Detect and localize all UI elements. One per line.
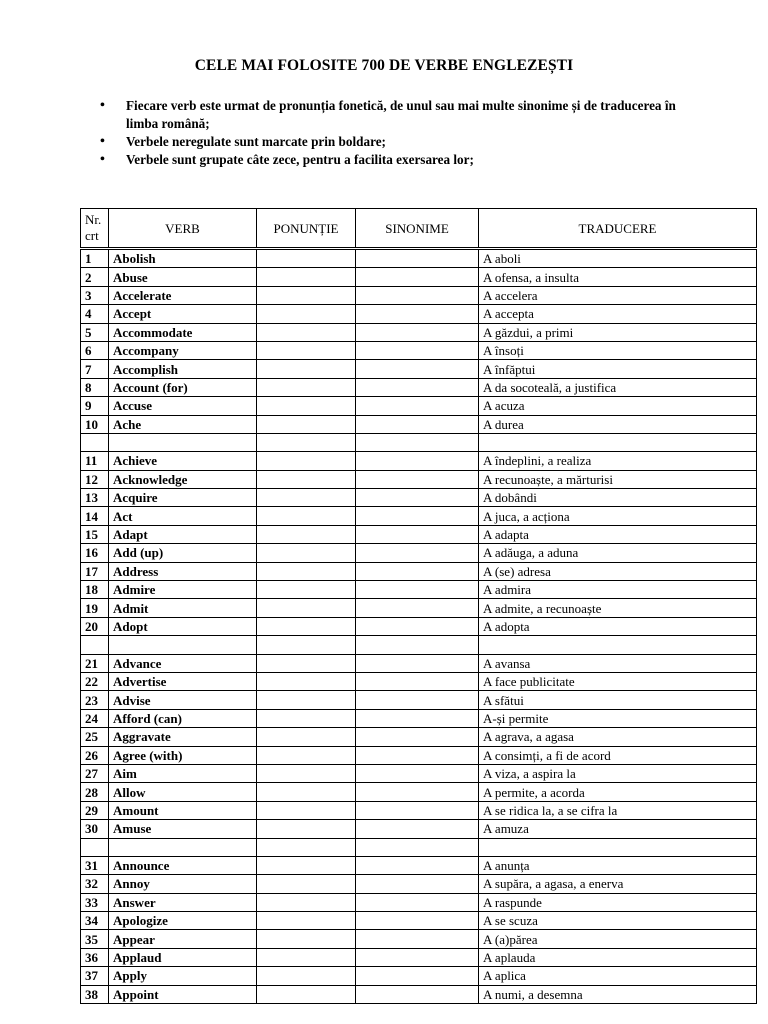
table-row [81,268,757,286]
cell-verb [109,838,257,856]
separator-row [81,636,757,654]
cell-verb: Admire [109,581,257,599]
cell-pronuntie [257,525,356,543]
cell-verb: Applaud [109,948,257,966]
cell-sinonime [356,985,479,1003]
cell-pronuntie [257,452,356,470]
table-row [81,341,757,359]
table-row [81,562,757,580]
table-row [81,728,757,746]
cell-verb: Agree (with) [109,746,257,764]
cell-nr: 36 [81,948,109,966]
cell-pronuntie [257,948,356,966]
cell-verb: Accept [109,305,257,323]
table-row [81,305,757,323]
cell-verb: Annoy [109,875,257,893]
cell-sinonime [356,967,479,985]
cell-pronuntie [257,249,356,268]
cell-traducere: A viza, a aspira la [479,764,757,782]
cell-pronuntie [257,489,356,507]
cell-traducere: A aboli [479,249,757,268]
cell-verb: Accelerate [109,286,257,304]
cell-nr: 31 [81,856,109,874]
cell-nr: 7 [81,360,109,378]
table-row [81,746,757,764]
cell-nr [81,838,109,856]
cell-nr: 38 [81,985,109,1003]
cell-traducere: A durea [479,415,757,433]
cell-pronuntie [257,912,356,930]
header-verb: VERB [109,209,257,249]
cell-verb: Appear [109,930,257,948]
cell-sinonime [356,709,479,727]
header-pronuntie: PONUNȚIE [257,209,356,249]
cell-traducere: A adopta [479,617,757,635]
cell-sinonime [356,875,479,893]
cell-traducere [479,838,757,856]
cell-traducere: A găzdui, a primi [479,323,757,341]
cell-traducere: A admite, a recunoaște [479,599,757,617]
cell-sinonime [356,581,479,599]
header-nr [81,209,109,249]
cell-nr: 27 [81,764,109,782]
cell-pronuntie [257,341,356,359]
cell-traducere: A da socoteală, a justifica [479,378,757,396]
table-row [81,249,757,268]
cell-traducere: A acuza [479,397,757,415]
cell-nr: 17 [81,562,109,580]
cell-verb: Announce [109,856,257,874]
cell-traducere: A consimți, a fi de acord [479,746,757,764]
cell-traducere: A accepta [479,305,757,323]
cell-sinonime [356,378,479,396]
cell-verb: Achieve [109,452,257,470]
cell-nr: 6 [81,341,109,359]
table-row [81,672,757,690]
table-row [81,801,757,819]
table-row [81,378,757,396]
cell-sinonime [356,544,479,562]
cell-sinonime [356,672,479,690]
cell-verb: Accuse [109,397,257,415]
cell-traducere: A însoți [479,341,757,359]
table-row [81,452,757,470]
cell-traducere: A-și permite [479,709,757,727]
cell-sinonime [356,617,479,635]
cell-nr: 12 [81,470,109,488]
table-row [81,544,757,562]
table-row [81,856,757,874]
cell-verb: Afford (can) [109,709,257,727]
cell-traducere: A îndeplini, a realiza [479,452,757,470]
cell-nr: 14 [81,507,109,525]
table-row [81,783,757,801]
cell-pronuntie [257,691,356,709]
cell-traducere: A raspunde [479,893,757,911]
cell-sinonime [356,691,479,709]
cell-nr: 30 [81,820,109,838]
cell-traducere: A adăuga, a aduna [479,544,757,562]
table-row [81,930,757,948]
cell-pronuntie [257,654,356,672]
table-row [81,599,757,617]
page-title: CELE MAI FOLOSITE 700 DE VERBE ENGLEZEȘTI [194,57,574,74]
cell-sinonime [356,948,479,966]
cell-traducere: A ofensa, a insulta [479,268,757,286]
cell-verb: Adopt [109,617,257,635]
cell-nr: 21 [81,654,109,672]
cell-verb: Account (for) [109,378,257,396]
cell-nr: 37 [81,967,109,985]
cell-traducere: A se ridica la, a se cifra la [479,801,757,819]
bullet-item: • Fiecare verb este urmat de pronunția fonetică, de unul sau mai multe sinonime și de traducerea în limba română; [100,97,710,133]
table-row [81,875,757,893]
cell-verb: Acquire [109,489,257,507]
cell-verb: Allow [109,783,257,801]
table-row [81,893,757,911]
cell-verb [109,636,257,654]
cell-verb: Advertise [109,672,257,690]
header-nr-label: Nr. crt [85,212,102,243]
cell-traducere [479,433,757,451]
table-row [81,764,757,782]
cell-verb: Accomplish [109,360,257,378]
cell-pronuntie [257,617,356,635]
cell-verb: Appoint [109,985,257,1003]
cell-nr: 2 [81,268,109,286]
cell-sinonime [356,507,479,525]
table-row [81,489,757,507]
table-row [81,709,757,727]
cell-pronuntie [257,672,356,690]
cell-pronuntie [257,581,356,599]
cell-nr: 22 [81,672,109,690]
cell-pronuntie [257,764,356,782]
cell-verb: Adapt [109,525,257,543]
cell-verb: Add (up) [109,544,257,562]
cell-nr: 19 [81,599,109,617]
cell-verb: Act [109,507,257,525]
table-row [81,912,757,930]
cell-sinonime [356,599,479,617]
cell-traducere: A accelera [479,286,757,304]
cell-nr: 1 [81,249,109,268]
cell-verb: Abolish [109,249,257,268]
cell-nr: 26 [81,746,109,764]
cell-sinonime [356,415,479,433]
cell-traducere: A agrava, a agasa [479,728,757,746]
cell-traducere: A (se) adresa [479,562,757,580]
cell-sinonime [356,525,479,543]
table-row [81,507,757,525]
cell-nr: 15 [81,525,109,543]
cell-sinonime [356,452,479,470]
table-row [81,967,757,985]
cell-nr: 25 [81,728,109,746]
cell-sinonime [356,654,479,672]
cell-nr: 4 [81,305,109,323]
cell-verb: Accommodate [109,323,257,341]
header-sinonime: SINONIME [356,209,479,249]
cell-pronuntie [257,378,356,396]
cell-traducere: A amuza [479,820,757,838]
cell-pronuntie [257,893,356,911]
cell-sinonime [356,470,479,488]
cell-nr: 20 [81,617,109,635]
cell-sinonime [356,433,479,451]
cell-pronuntie [257,930,356,948]
cell-sinonime [356,856,479,874]
cell-sinonime [356,360,479,378]
cell-sinonime [356,286,479,304]
table-row [81,525,757,543]
table-row [81,691,757,709]
cell-nr: 29 [81,801,109,819]
cell-sinonime [356,728,479,746]
cell-verb: Amuse [109,820,257,838]
table-row [81,948,757,966]
table-row [81,323,757,341]
table-row [81,360,757,378]
cell-pronuntie [257,544,356,562]
table-row [81,617,757,635]
table-body [81,249,757,1004]
cell-pronuntie [257,856,356,874]
cell-sinonime [356,783,479,801]
cell-verb: Aggravate [109,728,257,746]
cell-nr: 32 [81,875,109,893]
cell-sinonime [356,305,479,323]
cell-pronuntie [257,820,356,838]
bullet-item: • Verbele neregulate sunt marcate prin boldare; [100,133,710,151]
cell-traducere: A dobândi [479,489,757,507]
cell-traducere [479,636,757,654]
cell-traducere: A avansa [479,654,757,672]
cell-nr [81,636,109,654]
cell-sinonime [356,746,479,764]
table-header-row [81,209,757,249]
header-traducere: TRADUCERE [479,209,757,249]
table-row [81,985,757,1003]
cell-sinonime [356,397,479,415]
cell-verb: Advance [109,654,257,672]
verbs-table [80,208,757,1004]
cell-nr: 8 [81,378,109,396]
cell-nr: 35 [81,930,109,948]
cell-pronuntie [257,985,356,1003]
cell-verb: Abuse [109,268,257,286]
cell-sinonime [356,341,479,359]
cell-pronuntie [257,599,356,617]
cell-nr: 16 [81,544,109,562]
cell-pronuntie [257,709,356,727]
bullet-item: • Verbele sunt grupate câte zece, pentru a facilita exersarea lor; [100,151,710,169]
cell-sinonime [356,636,479,654]
cell-sinonime [356,838,479,856]
cell-nr: 9 [81,397,109,415]
cell-verb: Acknowledge [109,470,257,488]
cell-pronuntie [257,286,356,304]
cell-pronuntie [257,507,356,525]
table-row [81,581,757,599]
cell-nr: 33 [81,893,109,911]
cell-nr [81,433,109,451]
cell-pronuntie [257,470,356,488]
cell-pronuntie [257,746,356,764]
cell-verb: Answer [109,893,257,911]
cell-nr: 34 [81,912,109,930]
cell-verb: Address [109,562,257,580]
cell-verb: Amount [109,801,257,819]
cell-traducere: A numi, a desemna [479,985,757,1003]
intro-bullet-list [100,97,710,169]
cell-sinonime [356,249,479,268]
cell-pronuntie [257,967,356,985]
cell-pronuntie [257,305,356,323]
cell-traducere: A sfătui [479,691,757,709]
cell-traducere: A (a)părea [479,930,757,948]
cell-pronuntie [257,360,356,378]
cell-traducere: A admira [479,581,757,599]
cell-traducere: A se scuza [479,912,757,930]
cell-verb: Advise [109,691,257,709]
cell-nr: 23 [81,691,109,709]
table-row [81,654,757,672]
cell-traducere: A permite, a acorda [479,783,757,801]
cell-verb: Ache [109,415,257,433]
cell-nr: 28 [81,783,109,801]
cell-pronuntie [257,801,356,819]
cell-pronuntie [257,728,356,746]
cell-traducere: A aplauda [479,948,757,966]
cell-pronuntie [257,783,356,801]
cell-traducere: A anunța [479,856,757,874]
cell-verb: Apologize [109,912,257,930]
cell-nr: 3 [81,286,109,304]
cell-traducere: A înfăptui [479,360,757,378]
cell-sinonime [356,268,479,286]
cell-nr: 5 [81,323,109,341]
cell-sinonime [356,323,479,341]
table-row [81,397,757,415]
separator-row [81,433,757,451]
cell-nr: 10 [81,415,109,433]
cell-nr: 11 [81,452,109,470]
cell-traducere: A juca, a acționa [479,507,757,525]
cell-pronuntie [257,562,356,580]
table-row [81,415,757,433]
cell-pronuntie [257,636,356,654]
cell-nr: 13 [81,489,109,507]
cell-pronuntie [257,323,356,341]
cell-verb: Aim [109,764,257,782]
cell-verb: Accompany [109,341,257,359]
cell-sinonime [356,801,479,819]
cell-pronuntie [257,875,356,893]
cell-nr: 24 [81,709,109,727]
cell-verb: Admit [109,599,257,617]
cell-pronuntie [257,415,356,433]
cell-nr: 18 [81,581,109,599]
separator-row [81,838,757,856]
table-row [81,820,757,838]
cell-verb [109,433,257,451]
cell-traducere: A aplica [479,967,757,985]
cell-traducere: A face publicitate [479,672,757,690]
cell-traducere: A adapta [479,525,757,543]
cell-pronuntie [257,268,356,286]
cell-sinonime [356,893,479,911]
cell-verb: Apply [109,967,257,985]
cell-sinonime [356,820,479,838]
table-row [81,286,757,304]
cell-sinonime [356,489,479,507]
cell-pronuntie [257,397,356,415]
table-row [81,470,757,488]
cell-sinonime [356,912,479,930]
cell-traducere: A recunoaște, a mărturisi [479,470,757,488]
cell-sinonime [356,930,479,948]
cell-sinonime [356,562,479,580]
cell-pronuntie [257,838,356,856]
cell-traducere: A supăra, a agasa, a enerva [479,875,757,893]
cell-sinonime [356,764,479,782]
cell-pronuntie [257,433,356,451]
